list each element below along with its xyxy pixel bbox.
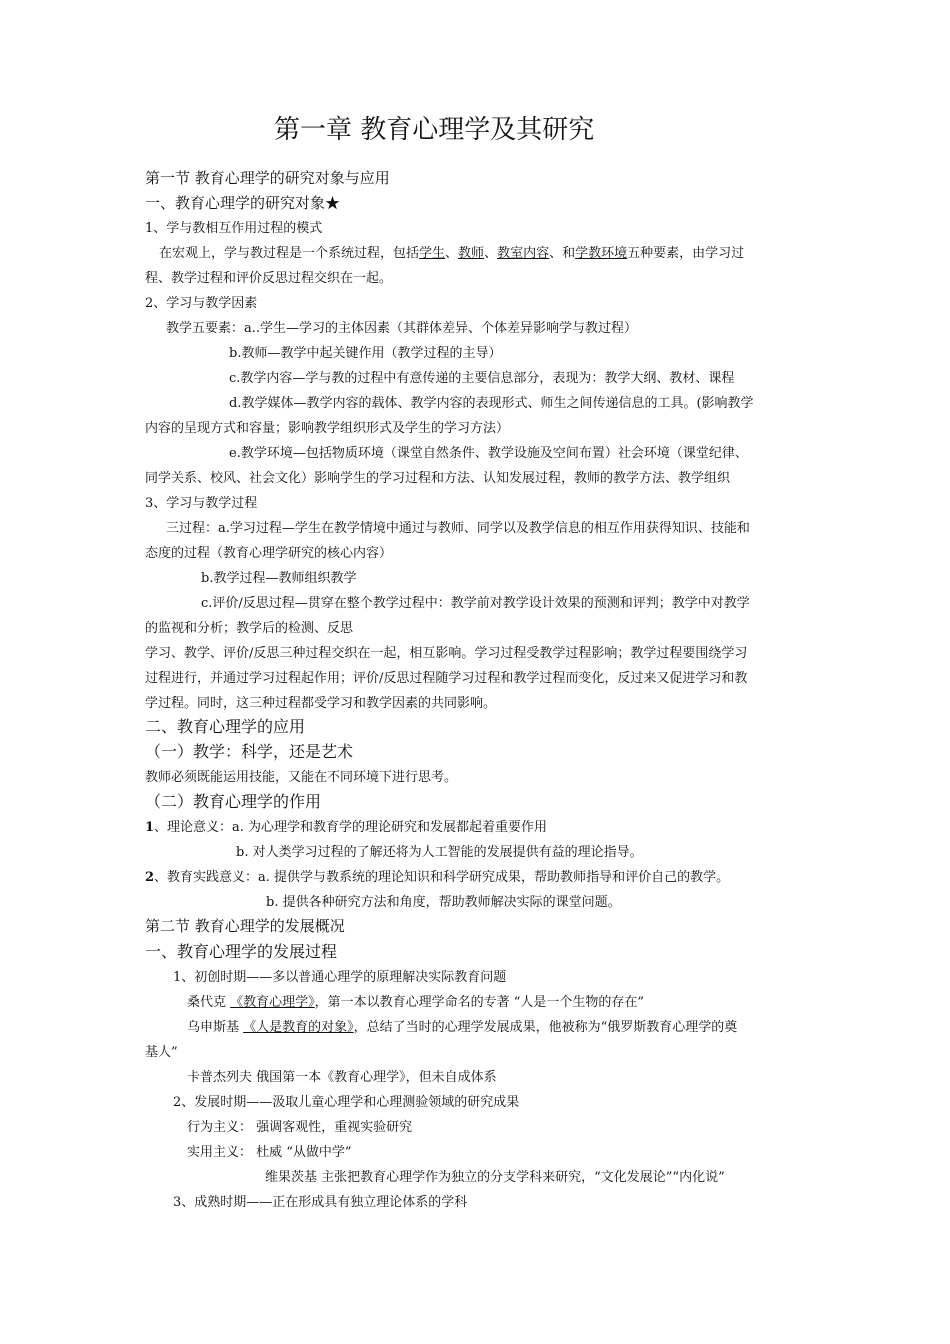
paragraph-line: 内容的呈现方式和容量；影响教学组织形式及学生的学习方法） [145, 421, 510, 436]
paragraph-line: d.教学媒体—教学内容的载体、教学内容的表现形式、师生之间传递信息的工具。(影响教学 [229, 396, 754, 411]
paragraph-line: e.教学环境—包括物质环境（课堂自然条件、教学设施及空间布置）社会环境（课堂纪律、 [229, 446, 748, 461]
underlined-term: 《人是教育的对象》 [243, 1020, 354, 1035]
paragraph-line: 卡普杰列夫 俄国第一本《教育心理学》，但未自成体系 [187, 1070, 497, 1085]
paragraph-line: b.教学过程—教师组织教学 [201, 571, 357, 586]
subsection-heading: 一、教育心理学的研究对象★ [145, 194, 341, 212]
text: 、和 [549, 246, 576, 261]
section-heading: 第一节 教育心理学的研究对象与应用 [145, 169, 390, 187]
paragraph-line: c.评价/反思过程—贯穿在整个教学过程中：教学前对教学设计效果的预测和评判；教学中对教学 [201, 596, 750, 611]
paragraph-line: b.教师—教学中起关键作用（教学过程的主导） [229, 346, 502, 361]
paragraph-line [187, 994, 644, 1012]
item-heading: 3、学习与教学过程 [145, 496, 258, 511]
text: 乌申斯基 [187, 1020, 244, 1035]
subsection-heading: （二）教育心理学的作用 [145, 792, 322, 811]
text: 五种要素，由学习过 [627, 246, 745, 261]
paragraph-line [145, 869, 729, 887]
paragraph-line: 1、初创时期——多以普通心理学的原理解决实际教育问题 [173, 970, 507, 985]
paragraph-line: 实用主义： 杜威 “从做中学” [187, 1145, 352, 1160]
underlined-term: 《教育心理学》 [230, 995, 315, 1010]
paragraph-line: 学过程。同时，这三种过程都受学习和教学因素的共同影响。 [145, 696, 497, 711]
paragraph-line: 在宏观上，学与教过程是一个系统过程，包括学生、教师、教室内容、和学教环境五种要素，由学习过 [159, 246, 745, 261]
item-heading: 1、学与教相互作用过程的模式 [145, 221, 323, 236]
paragraph-line: 教学五要素：a..学生—学习的主体因素（其群体差异、个体差异影响学与教过程） [166, 321, 638, 336]
paragraph-line: b. 对人类学习过程的了解还将为人工智能的发展提供有益的理论指导。 [236, 845, 643, 860]
underlined-term: 教师 [458, 246, 485, 261]
paragraph-line: 过程进行，并通过学习过程起作用；评价/反思过程随学习过程和教学过程而变化，反过来又促进学习和教 [145, 671, 748, 686]
item-number: 1 [145, 820, 155, 835]
paragraph-line: 教师必须既能运用技能，又能在不同环境下进行思考。 [145, 770, 458, 785]
paragraph-line: 同学关系、校风、社会文化）影响学生的学习过程和方法、认知发展过程，教师的教学方法、教学组织 [145, 471, 731, 486]
item-number: 2 [145, 870, 155, 885]
text: 、教育实践意义：a. 提供学与教系统的理论知识和科学研究成果，帮助教师指导和评价自己的教学。 [154, 870, 730, 885]
paragraph-line: 学习、教学、评价/反思三种过程交织在一起，相互影响。学习过程受教学过程影响；教学过程要围绕学习 [145, 646, 748, 661]
text: 桑代克 [187, 995, 231, 1010]
underlined-term: 教室内容 [497, 246, 550, 261]
paragraph-line: 2、发展时期——汲取儿童心理学和心理测验领域的研究成果 [173, 1095, 520, 1110]
text: ，第一本以教育心理学命名的专著 “人是一个生物的存在” [314, 995, 645, 1010]
item-heading: 2、学习与教学因素 [145, 296, 258, 311]
paragraph-line: 的监视和分析；教学后的检测、反思 [145, 621, 354, 636]
text: ，总结了当时的心理学发展成果，他被称为“俄罗斯教育心理学的奠 [353, 1020, 738, 1035]
text: 、理论意义：a. 为心理学和教育学的理论研究和发展都起着重要作用 [154, 820, 548, 835]
paragraph-line: 态度的过程（教育心理学研究的核心内容） [145, 546, 393, 561]
paragraph-line: c.教学内容—学与教的过程中有意传递的主要信息部分，表现为：教学大纲、教材、课程 [229, 371, 735, 386]
paragraph-line: 程、教学过程和评价反思过程交织在一起。 [145, 271, 393, 286]
subsection-heading: 一、教育心理学的发展过程 [145, 942, 338, 961]
paragraph-line: 行为主义： 强调客观性，重视实验研究 [187, 1120, 413, 1135]
subsection-heading: （一）教学：科学，还是艺术 [145, 742, 354, 761]
paragraph-line [187, 1019, 737, 1037]
paragraph-line: 基人” [145, 1045, 178, 1060]
page-title: 第一章 教育心理学及其研究 [274, 115, 595, 145]
underlined-term: 学教环境 [575, 246, 628, 261]
subsection-heading: 二、教育心理学的应用 [145, 717, 306, 736]
underlined-term: 学生 [419, 246, 446, 261]
section-heading: 第二节 教育心理学的发展概况 [145, 917, 345, 935]
text: 在宏观上，学与教过程是一个系统过程，包括 [159, 246, 420, 261]
paragraph-line: 维果茨基 主张把教育心理学作为独立的分支学科来研究，“文化发展论”“内化说” [265, 1170, 725, 1185]
paragraph-line [145, 819, 547, 837]
paragraph-line: 三过程：a.学习过程—学生在教学情境中通过与教师、同学以及教学信息的相互作用获得知识、技能和 [166, 521, 750, 536]
paragraph-line: b. 提供各种研究方法和角度，帮助教师解决实际的课堂问题。 [266, 895, 621, 910]
paragraph-line: 3、成熟时期——正在形成具有独立理论体系的学科 [173, 1195, 468, 1210]
